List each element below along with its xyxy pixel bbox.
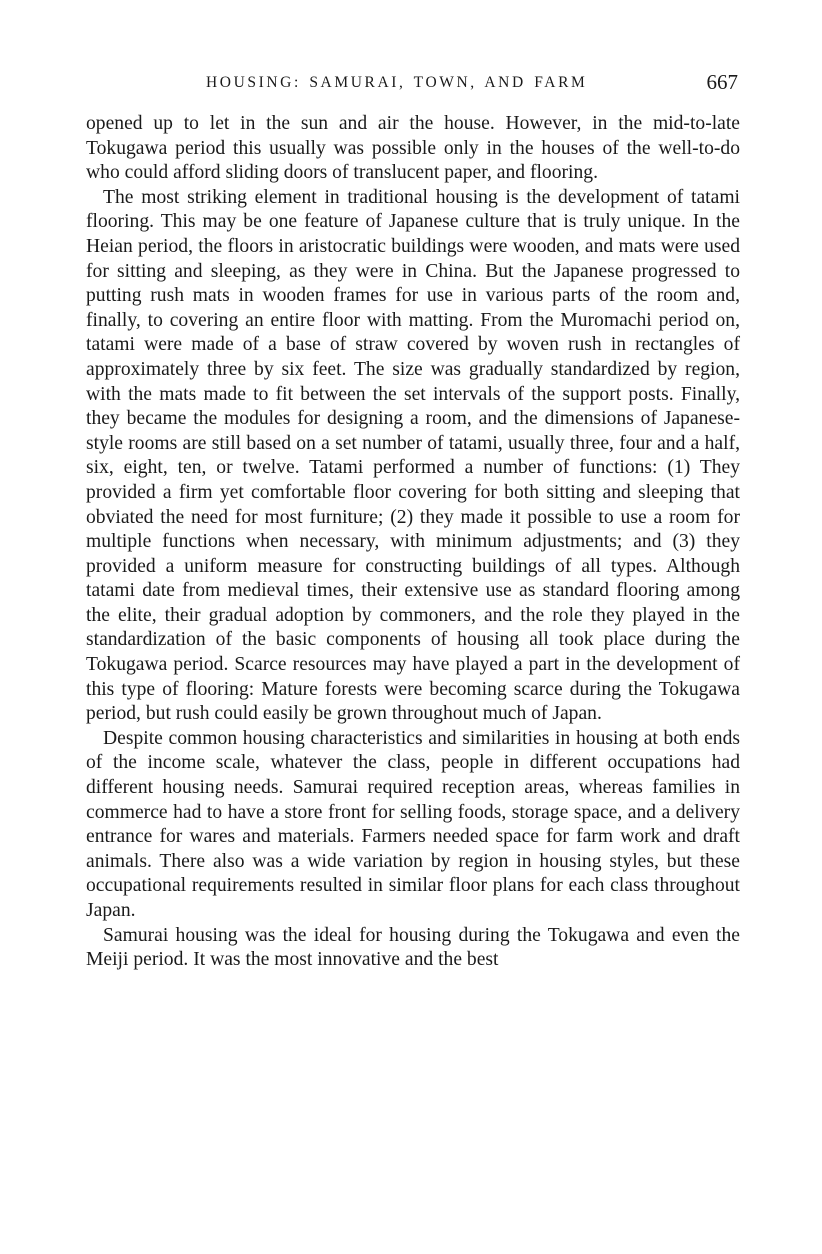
running-title: HOUSING: SAMURAI, TOWN, AND FARM <box>206 74 588 91</box>
paragraph-continuation: opened up to let in the sun and air the house. However, in the mid-to-late Tokugawa period this usually was possible only in the houses of the well-to-do who could afford sliding doors of translucent paper, and flooring. <box>86 113 740 184</box>
paragraph-occupations: Despite common housing characteristics and similarities in housing at both ends of the income scale, whatever the class, people in different occupations had different housing needs. Samurai required reception areas, whereas families in commerce had to have a store front for selling foods, storage space, and a delivery entrance for wares and materials. Farmers needed space for farm work and draft animals. There also was a wide variation by region in housing styles, but these occupational requirements resulted in similar floor plans for each class throughout Japan. <box>86 727 740 921</box>
paragraph-tatami: The most striking element in traditional housing is the development of tatami flooring. This may be one feature of Japanese culture that is truly unique. In the Heian period, the floors in aristocratic buildings were wooden, and mats were used for sitting and sleeping, as they were in China. But the Japanese progressed to putting rush mats in wooden frames for use in various parts of the room and, finally, to covering an entire floor with matting. From the Muromachi period on, tatami were made of a base of straw covered by woven rush in rectangles of approximately three by six feet. The size was gradually standardized by region, with the mats made to fit between the set intervals of the support posts. Finally, they became the modules for designing a room, and the dimensions of Japanese-style rooms are still based on a set number of tatami, usually three, four and a half, six, eight, ten, or twelve. Tatami performed a number of functions: (1) They provided a firm yet comfortable floor covering for both sitting and sleeping that obviated the need for most furniture; (2) they made it possible to use a room for multiple functions when necessary, with minimum adjustments; and (3) they provided a uniform measure for constructing buildings of all types. Although tatami date from medieval times, their extensive use as standard flooring among the elite, their gradual adoption by commoners, and the role they played in the standardization of the basic components of housing all took place during the Tokugawa period. Scarce resources may have played a part in the development of this type of flooring: Mature forests were becoming scarce during the Tokugawa period, but rush could easily be grown throughout much of Japan. <box>86 186 740 725</box>
book-page <box>86 60 740 973</box>
page-number: 667 <box>706 70 738 94</box>
body-text <box>86 112 740 973</box>
paragraph-samurai-housing: Samurai housing was the ideal for housing during the Tokugawa and even the Meiji period. It was the most innovative and the best <box>86 924 740 971</box>
running-header <box>86 60 740 96</box>
